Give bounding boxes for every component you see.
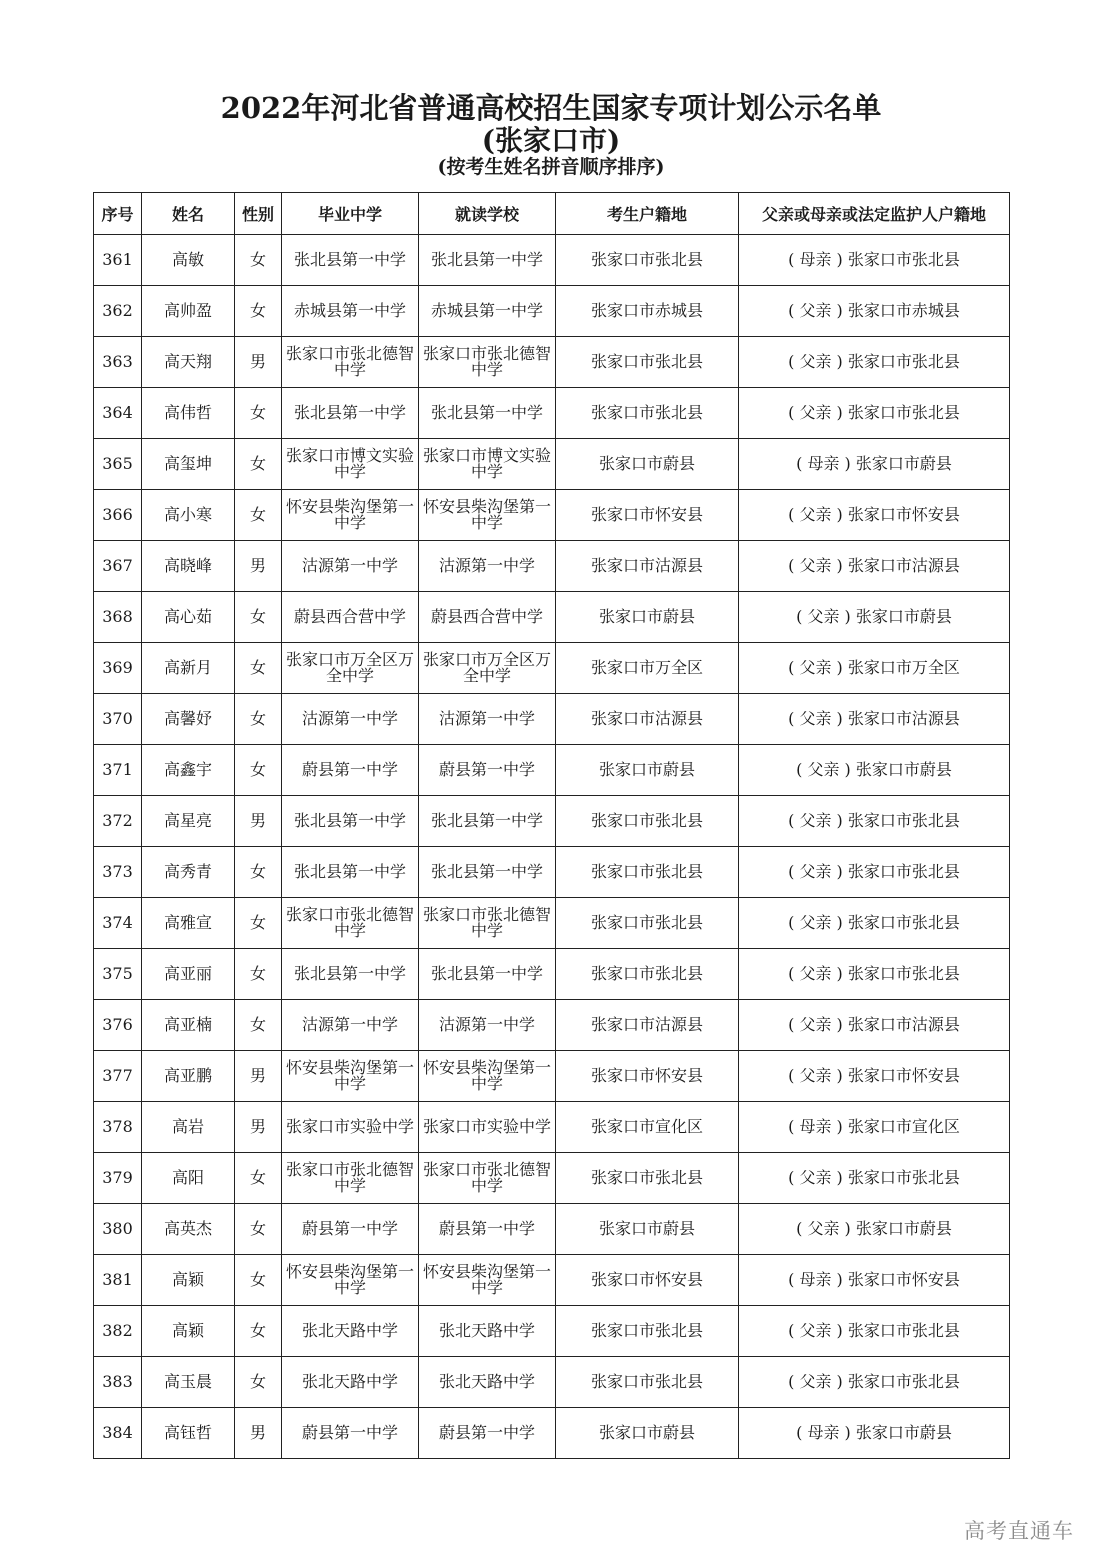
cell-name: 高亚楠 xyxy=(142,1000,235,1051)
table-row xyxy=(94,847,1010,898)
cell-current-school: 怀安县柴沟堡第一中学 xyxy=(419,1051,556,1102)
cell-current-school: 张北天路中学 xyxy=(419,1357,556,1408)
city-subtitle: (张家口市) xyxy=(481,124,621,157)
cell-name: 高鑫宇 xyxy=(142,745,235,796)
cell-household: 张家口市张北县 xyxy=(556,1306,739,1357)
cell-serial: 376 xyxy=(94,1000,142,1051)
table-row xyxy=(94,490,1010,541)
cell-name: 高亚丽 xyxy=(142,949,235,1000)
cell-name: 高馨妤 xyxy=(142,694,235,745)
table-row xyxy=(94,1051,1010,1102)
cell-household: 张家口市怀安县 xyxy=(556,490,739,541)
cell-current-school: 张北县第一中学 xyxy=(419,388,556,439)
cell-current-school: 张家口市张北德智中学 xyxy=(419,337,556,388)
cell-guardian-household: ( 父亲 ) 张家口市蔚县 xyxy=(739,1204,1010,1255)
cell-guardian-household: ( 父亲 ) 张家口市怀安县 xyxy=(739,1051,1010,1102)
cell-graduated-school: 张家口市张北德智中学 xyxy=(282,1153,419,1204)
header-serial: 序号 xyxy=(94,193,142,235)
cell-guardian-household: ( 父亲 ) 张家口市张北县 xyxy=(739,388,1010,439)
page-title: 2022年河北省普通高校招生国家专项计划公示名单 xyxy=(220,91,882,125)
cell-graduated-school: 沽源第一中学 xyxy=(282,1000,419,1051)
cell-household: 张家口市张北县 xyxy=(556,1357,739,1408)
cell-guardian-household: ( 父亲 ) 张家口市万全区 xyxy=(739,643,1010,694)
cell-guardian-household: ( 父亲 ) 张家口市张北县 xyxy=(739,1306,1010,1357)
cell-household: 张家口市张北县 xyxy=(556,388,739,439)
cell-name: 高岩 xyxy=(142,1102,235,1153)
cell-name: 高天翔 xyxy=(142,337,235,388)
cell-gender: 男 xyxy=(235,541,282,592)
cell-graduated-school: 蔚县第一中学 xyxy=(282,1204,419,1255)
cell-guardian-household: ( 父亲 ) 张家口市张北县 xyxy=(739,1357,1010,1408)
header-guardian-household: 父亲或母亲或法定监护人户籍地 xyxy=(739,193,1010,235)
cell-graduated-school: 张家口市万全区万全中学 xyxy=(282,643,419,694)
cell-current-school: 张北县第一中学 xyxy=(419,796,556,847)
cell-gender: 女 xyxy=(235,1204,282,1255)
cell-guardian-household: ( 父亲 ) 张家口市赤城县 xyxy=(739,286,1010,337)
cell-graduated-school: 张北县第一中学 xyxy=(282,949,419,1000)
cell-name: 高晓峰 xyxy=(142,541,235,592)
cell-serial: 383 xyxy=(94,1357,142,1408)
cell-name: 高秀青 xyxy=(142,847,235,898)
cell-household: 张家口市赤城县 xyxy=(556,286,739,337)
cell-graduated-school: 张家口市张北德智中学 xyxy=(282,337,419,388)
cell-graduated-school: 张北县第一中学 xyxy=(282,796,419,847)
cell-household: 张家口市蔚县 xyxy=(556,592,739,643)
cell-household: 张家口市张北县 xyxy=(556,796,739,847)
cell-household: 张家口市蔚县 xyxy=(556,745,739,796)
table-row xyxy=(94,1306,1010,1357)
cell-gender: 女 xyxy=(235,286,282,337)
cell-name: 高颖 xyxy=(142,1255,235,1306)
cell-name: 高钰哲 xyxy=(142,1408,235,1459)
cell-current-school: 张家口市博文实验中学 xyxy=(419,439,556,490)
watermark: 高考直通车 xyxy=(964,1519,1074,1543)
cell-name: 高星亮 xyxy=(142,796,235,847)
cell-gender: 男 xyxy=(235,1102,282,1153)
cell-graduated-school: 怀安县柴沟堡第一中学 xyxy=(282,490,419,541)
cell-guardian-household: ( 父亲 ) 张家口市蔚县 xyxy=(739,592,1010,643)
table-row xyxy=(94,796,1010,847)
cell-guardian-household: ( 父亲 ) 张家口市沽源县 xyxy=(739,694,1010,745)
cell-graduated-school: 赤城县第一中学 xyxy=(282,286,419,337)
cell-serial: 384 xyxy=(94,1408,142,1459)
header-current-school: 就读学校 xyxy=(419,193,556,235)
cell-graduated-school: 张北县第一中学 xyxy=(282,388,419,439)
cell-gender: 男 xyxy=(235,337,282,388)
cell-serial: 364 xyxy=(94,388,142,439)
cell-name: 高雅宣 xyxy=(142,898,235,949)
cell-household: 张家口市沽源县 xyxy=(556,541,739,592)
cell-gender: 女 xyxy=(235,592,282,643)
table-row xyxy=(94,286,1010,337)
cell-graduated-school: 怀安县柴沟堡第一中学 xyxy=(282,1051,419,1102)
cell-guardian-household: ( 父亲 ) 张家口市沽源县 xyxy=(739,1000,1010,1051)
cell-gender: 女 xyxy=(235,1000,282,1051)
cell-gender: 女 xyxy=(235,745,282,796)
cell-guardian-household: ( 母亲 ) 张家口市蔚县 xyxy=(739,1408,1010,1459)
cell-household: 张家口市张北县 xyxy=(556,1153,739,1204)
cell-current-school: 张家口市张北德智中学 xyxy=(419,1153,556,1204)
cell-serial: 363 xyxy=(94,337,142,388)
cell-guardian-household: ( 父亲 ) 张家口市张北县 xyxy=(739,847,1010,898)
cell-name: 高阳 xyxy=(142,1153,235,1204)
cell-gender: 女 xyxy=(235,1306,282,1357)
cell-name: 高颖 xyxy=(142,1306,235,1357)
cell-serial: 382 xyxy=(94,1306,142,1357)
table-row xyxy=(94,439,1010,490)
header-graduated-school: 毕业中学 xyxy=(282,193,419,235)
cell-graduated-school: 张北县第一中学 xyxy=(282,235,419,286)
cell-current-school: 张家口市万全区万全中学 xyxy=(419,643,556,694)
cell-guardian-household: ( 母亲 ) 张家口市宣化区 xyxy=(739,1102,1010,1153)
cell-current-school: 蔚县第一中学 xyxy=(419,745,556,796)
cell-current-school: 蔚县第一中学 xyxy=(419,1408,556,1459)
cell-gender: 女 xyxy=(235,1357,282,1408)
cell-name: 高心茹 xyxy=(142,592,235,643)
cell-household: 张家口市沽源县 xyxy=(556,1000,739,1051)
header-name: 姓名 xyxy=(142,193,235,235)
table-row xyxy=(94,1000,1010,1051)
cell-guardian-household: ( 父亲 ) 张家口市张北县 xyxy=(739,898,1010,949)
cell-gender: 男 xyxy=(235,1051,282,1102)
cell-current-school: 沽源第一中学 xyxy=(419,541,556,592)
cell-current-school: 蔚县西合营中学 xyxy=(419,592,556,643)
cell-serial: 380 xyxy=(94,1204,142,1255)
cell-serial: 368 xyxy=(94,592,142,643)
cell-gender: 女 xyxy=(235,439,282,490)
cell-serial: 371 xyxy=(94,745,142,796)
cell-serial: 375 xyxy=(94,949,142,1000)
cell-household: 张家口市怀安县 xyxy=(556,1255,739,1306)
header-gender: 性别 xyxy=(235,193,282,235)
cell-gender: 男 xyxy=(235,796,282,847)
cell-guardian-household: ( 父亲 ) 张家口市蔚县 xyxy=(739,745,1010,796)
cell-household: 张家口市怀安县 xyxy=(556,1051,739,1102)
cell-household: 张家口市宣化区 xyxy=(556,1102,739,1153)
cell-household: 张家口市沽源县 xyxy=(556,694,739,745)
cell-graduated-school: 怀安县柴沟堡第一中学 xyxy=(282,1255,419,1306)
cell-guardian-household: ( 母亲 ) 张家口市蔚县 xyxy=(739,439,1010,490)
table-row xyxy=(94,745,1010,796)
header-row xyxy=(94,193,1010,235)
cell-guardian-household: ( 父亲 ) 张家口市沽源县 xyxy=(739,541,1010,592)
cell-name: 高玉晨 xyxy=(142,1357,235,1408)
cell-household: 张家口市万全区 xyxy=(556,643,739,694)
cell-gender: 女 xyxy=(235,847,282,898)
cell-serial: 378 xyxy=(94,1102,142,1153)
cell-current-school: 赤城县第一中学 xyxy=(419,286,556,337)
cell-graduated-school: 张北天路中学 xyxy=(282,1306,419,1357)
cell-current-school: 沽源第一中学 xyxy=(419,1000,556,1051)
cell-serial: 366 xyxy=(94,490,142,541)
cell-guardian-household: ( 父亲 ) 张家口市张北县 xyxy=(739,337,1010,388)
table-row xyxy=(94,643,1010,694)
cell-household: 张家口市蔚县 xyxy=(556,1408,739,1459)
cell-household: 张家口市张北县 xyxy=(556,949,739,1000)
cell-name: 高玺坤 xyxy=(142,439,235,490)
cell-household: 张家口市蔚县 xyxy=(556,1204,739,1255)
cell-serial: 367 xyxy=(94,541,142,592)
cell-household: 张家口市张北县 xyxy=(556,337,739,388)
cell-household: 张家口市张北县 xyxy=(556,898,739,949)
cell-serial: 379 xyxy=(94,1153,142,1204)
table-row xyxy=(94,1357,1010,1408)
cell-serial: 365 xyxy=(94,439,142,490)
cell-serial: 377 xyxy=(94,1051,142,1102)
cell-current-school: 张北县第一中学 xyxy=(419,949,556,1000)
cell-guardian-household: ( 父亲 ) 张家口市张北县 xyxy=(739,1153,1010,1204)
table-row xyxy=(94,898,1010,949)
cell-current-school: 怀安县柴沟堡第一中学 xyxy=(419,490,556,541)
cell-name: 高伟哲 xyxy=(142,388,235,439)
table-row xyxy=(94,1255,1010,1306)
cell-current-school: 张家口市实验中学 xyxy=(419,1102,556,1153)
cell-gender: 男 xyxy=(235,1408,282,1459)
cell-guardian-household: ( 父亲 ) 张家口市张北县 xyxy=(739,796,1010,847)
cell-current-school: 张家口市张北德智中学 xyxy=(419,898,556,949)
table-row xyxy=(94,1102,1010,1153)
cell-gender: 女 xyxy=(235,1153,282,1204)
cell-current-school: 张北县第一中学 xyxy=(419,847,556,898)
cell-household: 张家口市张北县 xyxy=(556,847,739,898)
cell-name: 高亚鹏 xyxy=(142,1051,235,1102)
cell-current-school: 张北县第一中学 xyxy=(419,235,556,286)
table-row xyxy=(94,1204,1010,1255)
cell-graduated-school: 张家口市博文实验中学 xyxy=(282,439,419,490)
cell-serial: 370 xyxy=(94,694,142,745)
cell-current-school: 怀安县柴沟堡第一中学 xyxy=(419,1255,556,1306)
cell-name: 高新月 xyxy=(142,643,235,694)
cell-serial: 369 xyxy=(94,643,142,694)
table-row xyxy=(94,1153,1010,1204)
cell-serial: 372 xyxy=(94,796,142,847)
cell-serial: 381 xyxy=(94,1255,142,1306)
cell-current-school: 张北天路中学 xyxy=(419,1306,556,1357)
table-row xyxy=(94,388,1010,439)
cell-graduated-school: 沽源第一中学 xyxy=(282,694,419,745)
table-row xyxy=(94,1408,1010,1459)
table-row xyxy=(94,541,1010,592)
table-row xyxy=(94,337,1010,388)
cell-guardian-household: ( 父亲 ) 张家口市怀安县 xyxy=(739,490,1010,541)
cell-graduated-school: 蔚县西合营中学 xyxy=(282,592,419,643)
cell-serial: 373 xyxy=(94,847,142,898)
cell-name: 高英杰 xyxy=(142,1204,235,1255)
sort-note: (按考生姓名拼音顺序排序) xyxy=(437,156,665,178)
table-row xyxy=(94,694,1010,745)
cell-graduated-school: 张家口市实验中学 xyxy=(282,1102,419,1153)
cell-serial: 374 xyxy=(94,898,142,949)
cell-gender: 女 xyxy=(235,235,282,286)
cell-gender: 女 xyxy=(235,490,282,541)
cell-current-school: 沽源第一中学 xyxy=(419,694,556,745)
cell-household: 张家口市蔚县 xyxy=(556,439,739,490)
cell-gender: 女 xyxy=(235,643,282,694)
cell-gender: 女 xyxy=(235,949,282,1000)
cell-graduated-school: 蔚县第一中学 xyxy=(282,1408,419,1459)
cell-gender: 女 xyxy=(235,898,282,949)
cell-name: 高帅盈 xyxy=(142,286,235,337)
cell-serial: 362 xyxy=(94,286,142,337)
cell-current-school: 蔚县第一中学 xyxy=(419,1204,556,1255)
cell-gender: 女 xyxy=(235,694,282,745)
cell-gender: 女 xyxy=(235,1255,282,1306)
cell-name: 高小寒 xyxy=(142,490,235,541)
cell-guardian-household: ( 父亲 ) 张家口市张北县 xyxy=(739,949,1010,1000)
header-household: 考生户籍地 xyxy=(556,193,739,235)
table-row xyxy=(94,235,1010,286)
cell-household: 张家口市张北县 xyxy=(556,235,739,286)
cell-guardian-household: ( 母亲 ) 张家口市怀安县 xyxy=(739,1255,1010,1306)
cell-graduated-school: 张北县第一中学 xyxy=(282,847,419,898)
roster-table xyxy=(93,192,1010,1459)
cell-name: 高敏 xyxy=(142,235,235,286)
table-row xyxy=(94,949,1010,1000)
cell-graduated-school: 沽源第一中学 xyxy=(282,541,419,592)
cell-gender: 女 xyxy=(235,388,282,439)
cell-serial: 361 xyxy=(94,235,142,286)
cell-graduated-school: 蔚县第一中学 xyxy=(282,745,419,796)
cell-graduated-school: 张家口市张北德智中学 xyxy=(282,898,419,949)
cell-graduated-school: 张北天路中学 xyxy=(282,1357,419,1408)
table-row xyxy=(94,592,1010,643)
cell-guardian-household: ( 母亲 ) 张家口市张北县 xyxy=(739,235,1010,286)
